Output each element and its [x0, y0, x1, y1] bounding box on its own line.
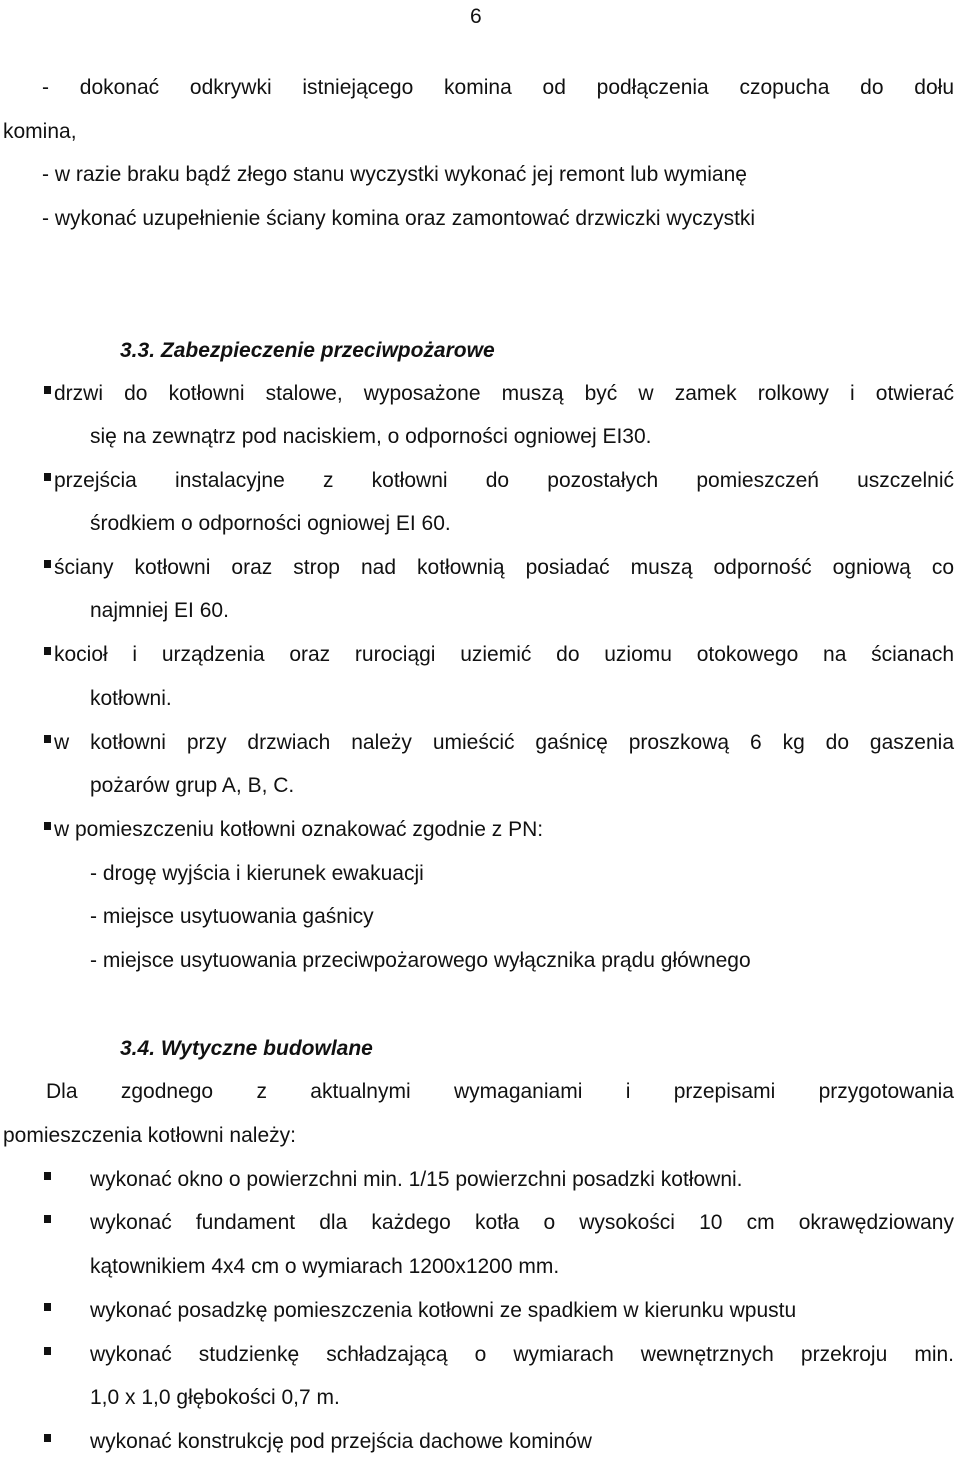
bullet-square-icon — [44, 560, 51, 568]
fire-bullet-5-line-1: w kotłowni przy drzwiach należy umieścić gaśnicę proszkową 6 kg do gaszenia — [54, 731, 954, 754]
build-bullet-2-line-1: wykonać fundament dla każdego kotła o wysokości 10 cm okrawędziowany — [90, 1211, 954, 1234]
fire-bullet-1-line-1: drzwi do kotłowni stalowe, wyposażone muszą być w zamek rolkowy i otwierać — [54, 382, 954, 405]
signage-sub-item-2: - miejsce usytuowania gaśnicy — [90, 905, 374, 928]
build-bullet-1-line-1: wykonać okno o powierzchni min. 1/15 powierzchni posadzki kotłowni. — [90, 1168, 743, 1191]
bullet-square-icon — [44, 1347, 51, 1355]
bullet-square-icon — [44, 386, 51, 394]
fire-bullet-5-line-2: pożarów grup A, B, C. — [90, 774, 295, 797]
bullet-square-icon — [44, 822, 51, 830]
fire-bullet-4-line-1: kocioł i urządzenia oraz rurociągi uziemić do uziomu otokowego na ścianach — [54, 643, 954, 666]
bullet-square-icon — [44, 1215, 51, 1223]
signage-sub-item-1: - drogę wyjścia i kierunek ewakuacji — [90, 862, 424, 885]
section-34-intro-line-1: Dla zgodnego z aktualnymi wymaganiami i przepisami przygotowania — [46, 1080, 954, 1103]
bullet-square-icon — [44, 473, 51, 481]
build-bullet-2-line-2: kątownikiem 4x4 cm o wymiarach 1200x1200 mm. — [90, 1255, 560, 1278]
intro-line-4: - wykonać uzupełnienie ściany komina oraz zamontować drzwiczki wyczystki — [42, 207, 756, 230]
fire-bullet-2-line-2: środkiem o odporności ogniowej EI 60. — [90, 512, 451, 535]
intro-line-1: - dokonać odkrywki istniejącego komina od podłączenia czopucha do dołu — [42, 76, 954, 99]
build-bullet-5-line-1: wykonać konstrukcję pod przejścia dachowe kominów — [90, 1430, 592, 1453]
fire-bullet-1-line-2: się na zewnątrz pod naciskiem, o odporności ogniowej EI30. — [90, 425, 652, 448]
bullet-square-icon — [44, 647, 51, 655]
build-bullet-4-line-1: wykonać studzienkę schładzającą o wymiarach wewnętrznych przekroju min. — [90, 1343, 954, 1366]
intro-line-2: komina, — [3, 120, 77, 143]
build-bullet-3-line-1: wykonać posadzkę pomieszczenia kotłowni ze spadkiem w kierunku wpustu — [90, 1299, 797, 1322]
fire-bullet-2-line-1: przejścia instalacyjne z kotłowni do pozostałych pomieszczeń uszczelnić — [54, 469, 954, 492]
bullet-square-icon — [44, 735, 51, 743]
fire-bullet-3-line-1: ściany kotłowni oraz strop nad kotłownią posiadać muszą odporność ogniową co — [54, 556, 954, 579]
fire-bullet-3-line-2: najmniej EI 60. — [90, 599, 229, 622]
fire-bullet-6-line-1: w pomieszczeniu kotłowni oznakować zgodnie z PN: — [54, 818, 544, 841]
bullet-square-icon — [44, 1434, 51, 1442]
signage-sub-item-3: - miejsce usytuowania przeciwpożarowego wyłącznika prądu głównego — [90, 949, 751, 972]
section-34-intro-line-2: pomieszczenia kotłowni należy: — [3, 1124, 296, 1147]
section-34-heading: 3.4. Wytyczne budowlane — [120, 1037, 373, 1060]
build-bullet-4-line-2: 1,0 x 1,0 głębokości 0,7 m. — [90, 1386, 340, 1409]
bullet-square-icon — [44, 1303, 51, 1311]
fire-bullet-4-line-2: kotłowni. — [90, 687, 172, 710]
page-number: 6 — [470, 5, 482, 28]
intro-line-3: - w razie braku bądź złego stanu wyczystki wykonać jej remont lub wymianę — [42, 163, 747, 186]
bullet-square-icon — [44, 1172, 51, 1180]
section-33-heading: 3.3. Zabezpieczenie przeciwpożarowe — [120, 339, 495, 362]
